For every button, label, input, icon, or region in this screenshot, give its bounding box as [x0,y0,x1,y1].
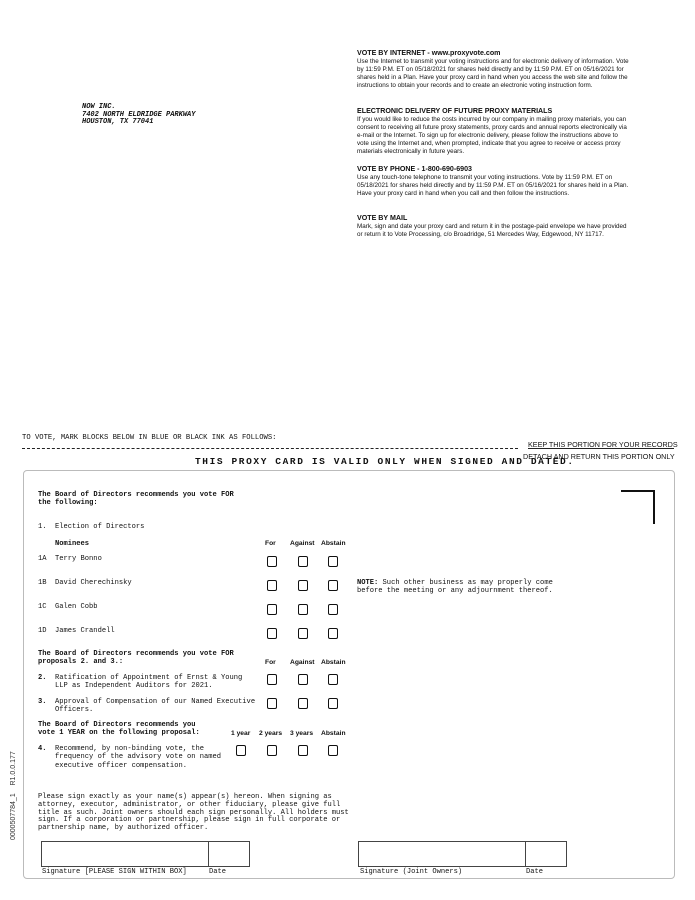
joint-date-box[interactable] [525,841,567,867]
keep-portion-label: KEEP THIS PORTION FOR YOUR RECORDS [528,440,678,449]
rec-props-line2: proposals 2. and 3.: [38,658,124,667]
against-checkbox[interactable] [298,674,308,685]
nominees-header: Nominees [55,540,90,548]
vote-internet-title: VOTE BY INTERNET - www.proxyvote.com [357,49,501,57]
abstain-checkbox[interactable] [328,628,338,639]
company-address [82,104,195,127]
for-checkbox[interactable] [267,698,277,709]
rec-year-line1: The Board of Directors recommends you [38,721,196,729]
col-3-years: 3 years [290,730,314,737]
joint-signature-box[interactable] [358,841,526,867]
signing-instructions [38,794,349,833]
col-against: Against [290,540,315,547]
against-checkbox[interactable] [298,628,308,639]
prop4-text [55,745,221,770]
electronic-delivery-title: ELECTRONIC DELIVERY OF FUTURE PROXY MATERIALS [357,107,553,115]
one-year-checkbox[interactable] [236,745,246,756]
col-2-years: 2 years [259,730,283,737]
valid-only-notice: THIS PROXY CARD IS VALID ONLY WHEN SIGNED AND DATED. [195,456,575,467]
three-years-checkbox[interactable] [298,745,308,756]
board-recommendation-proposals [38,650,234,667]
for-checkbox[interactable] [267,556,277,567]
col-for: For [265,659,276,666]
prop2-number: 2. [38,674,47,682]
abstain-checkbox[interactable] [328,698,338,709]
col-abstain: Abstain [321,540,346,547]
prop4-line2: frequency of the advisory vote on named [55,753,222,762]
keep-portion-line [528,448,674,449]
col-abstain: Abstain [321,730,346,737]
detach-dashed-line [22,448,518,449]
detach-portion-label: DETACH AND RETURN THIS PORTION ONLY [523,452,675,461]
nominee-id: 1A [38,555,47,563]
sign-line1: Please sign exactly as your name(s) appear(s) hereon. When signing as [38,793,332,801]
prop3-text [55,698,255,715]
item1-number: 1. [38,523,47,531]
sign-line5: partnership name, by authorized officer. [38,824,209,833]
date-label: Date [209,868,227,876]
abstain-checkbox[interactable] [328,604,338,615]
abstain-checkbox[interactable] [328,674,338,685]
against-checkbox[interactable] [298,556,308,567]
col-abstain: Abstain [321,659,346,666]
note-label: NOTE: [357,579,379,587]
col-for: For [265,540,276,547]
rec-year-line2: vote 1 YEAR on the following proposal: [38,729,200,738]
other-business-note [357,579,553,596]
vote-phone-title: VOTE BY PHONE - 1-800-690-6903 [357,165,472,173]
nominee-id: 1B [38,579,47,587]
company-street: 7402 NORTH ELDRIDGE PARKWAY [82,110,196,119]
for-checkbox[interactable] [267,604,277,615]
sign-line3: title as such. Joint owners should each sign personally. All holders must [38,808,349,817]
nominee-name: David Cherechinsky [55,579,132,587]
vote-phone-text: Use any touch-tone telephone to transmit your voting instructions. Vote by 11:59 P.M. ET on 05/18/2021 for shares held directly and by 11:59 P.M. ET on 05/16/2021 for shares held in a Plan. Have your proxy card in hand when you call and then follow the instructions. [357,174,629,198]
vote-internet-section [357,49,629,90]
date-box[interactable] [208,841,250,867]
prop2-line1: Ratification of Appointment of Ernst & Young [55,674,243,682]
prop2-line2: LLP as Independent Auditors for 2021. [55,682,213,691]
prop3-number: 3. [38,698,47,706]
prop3-line2: Officers. [55,706,94,715]
sign-line2: attorney, executor, administrator, or other fiduciary, please give full [38,800,341,809]
company-name: NOW INC. [82,103,116,111]
nominee-name: Terry Bonno [55,555,102,563]
prop4-number: 4. [38,745,47,753]
electronic-delivery-text: If you would like to reduce the costs incurred by our company in mailing proxy materials, you can consent to receiving all future proxy statements, proxy cards and annual reports electronically via e-mail or the Internet. To sign up for electronic delivery, please follow the instructions above to vote using the Internet and, when prompted, indicate that you agree to receive or access proxy materials electronically in future years. [357,116,627,156]
company-city: HOUSTON, TX 77041 [82,118,154,127]
note-line2: before the meeting or any adjournment thereof. [357,587,553,596]
vote-mail-text: Mark, sign and date your proxy card and return it in the postage-paid envelope we have provided or return it to Vote Processing, c/o Broadridge, 51 Mercedes Way, Edgewood, NY 11717. [357,223,627,239]
abstain-checkbox[interactable] [328,556,338,567]
vote-mail-title: VOTE BY MAIL [357,214,408,222]
prop4-line3: executive officer compensation. [55,761,187,770]
note-line1: Such other business as may properly come [378,579,553,587]
sign-line4: sign. If a corporation or partnership, please sign in full corporate or [38,816,341,825]
against-checkbox[interactable] [298,580,308,591]
nominee-id: 1C [38,603,47,611]
abstain-checkbox[interactable] [328,745,338,756]
joint-date-label: Date [526,868,544,876]
signature-label: Signature [PLEASE SIGN WITHIN BOX] [42,868,187,876]
for-checkbox[interactable] [267,674,277,685]
col-1-year: 1 year [231,730,251,737]
electronic-delivery-section [357,107,629,156]
joint-signature-label: Signature (Joint Owners) [360,868,463,876]
prop3-line1: Approval of Compensation of our Named Executive [55,698,256,706]
signature-box[interactable] [41,841,209,867]
for-checkbox[interactable] [267,628,277,639]
nominee-id: 1D [38,627,47,635]
item1-label: Election of Directors [55,523,145,531]
col-against: Against [290,659,315,666]
for-checkbox[interactable] [267,580,277,591]
side-code: 0000507784_1 R1.0.0.177 [10,751,17,840]
vote-phone-section [357,165,629,198]
board-recommendation-for [38,491,234,508]
vote-mail-section [357,214,629,239]
against-checkbox[interactable] [298,604,308,615]
rec-for-line1: The Board of Directors recommends you vote FOR [38,491,234,499]
prop4-line1: Recommend, by non-binding vote, the [55,745,204,753]
abstain-checkbox[interactable] [328,580,338,591]
two-years-checkbox[interactable] [267,745,277,756]
nominee-name: Galen Cobb [55,603,98,611]
nominee-name: James Crandell [55,627,115,635]
prop2-text [55,674,242,691]
mark-blocks-instruction: TO VOTE, MARK BLOCKS BELOW IN BLUE OR BLACK INK AS FOLLOWS: [22,434,277,442]
board-recommendation-year [38,721,200,738]
vote-internet-text: Use the Internet to transmit your voting instructions and for electronic delivery of information. Vote by 11:59 P.M. ET on 05/18/2021 for shares held directly and by 11:59 P.M. ET on 05/16/2021 for shares held in a Plan. Have your proxy card in hand when you access the web site and follow the instructions to obtain your records and to create an electronic voting instruction form. [357,58,629,90]
rec-props-line1: The Board of Directors recommends you vote FOR [38,650,234,658]
rec-for-line2: the following: [38,499,98,508]
against-checkbox[interactable] [298,698,308,709]
corner-mark [621,490,655,524]
